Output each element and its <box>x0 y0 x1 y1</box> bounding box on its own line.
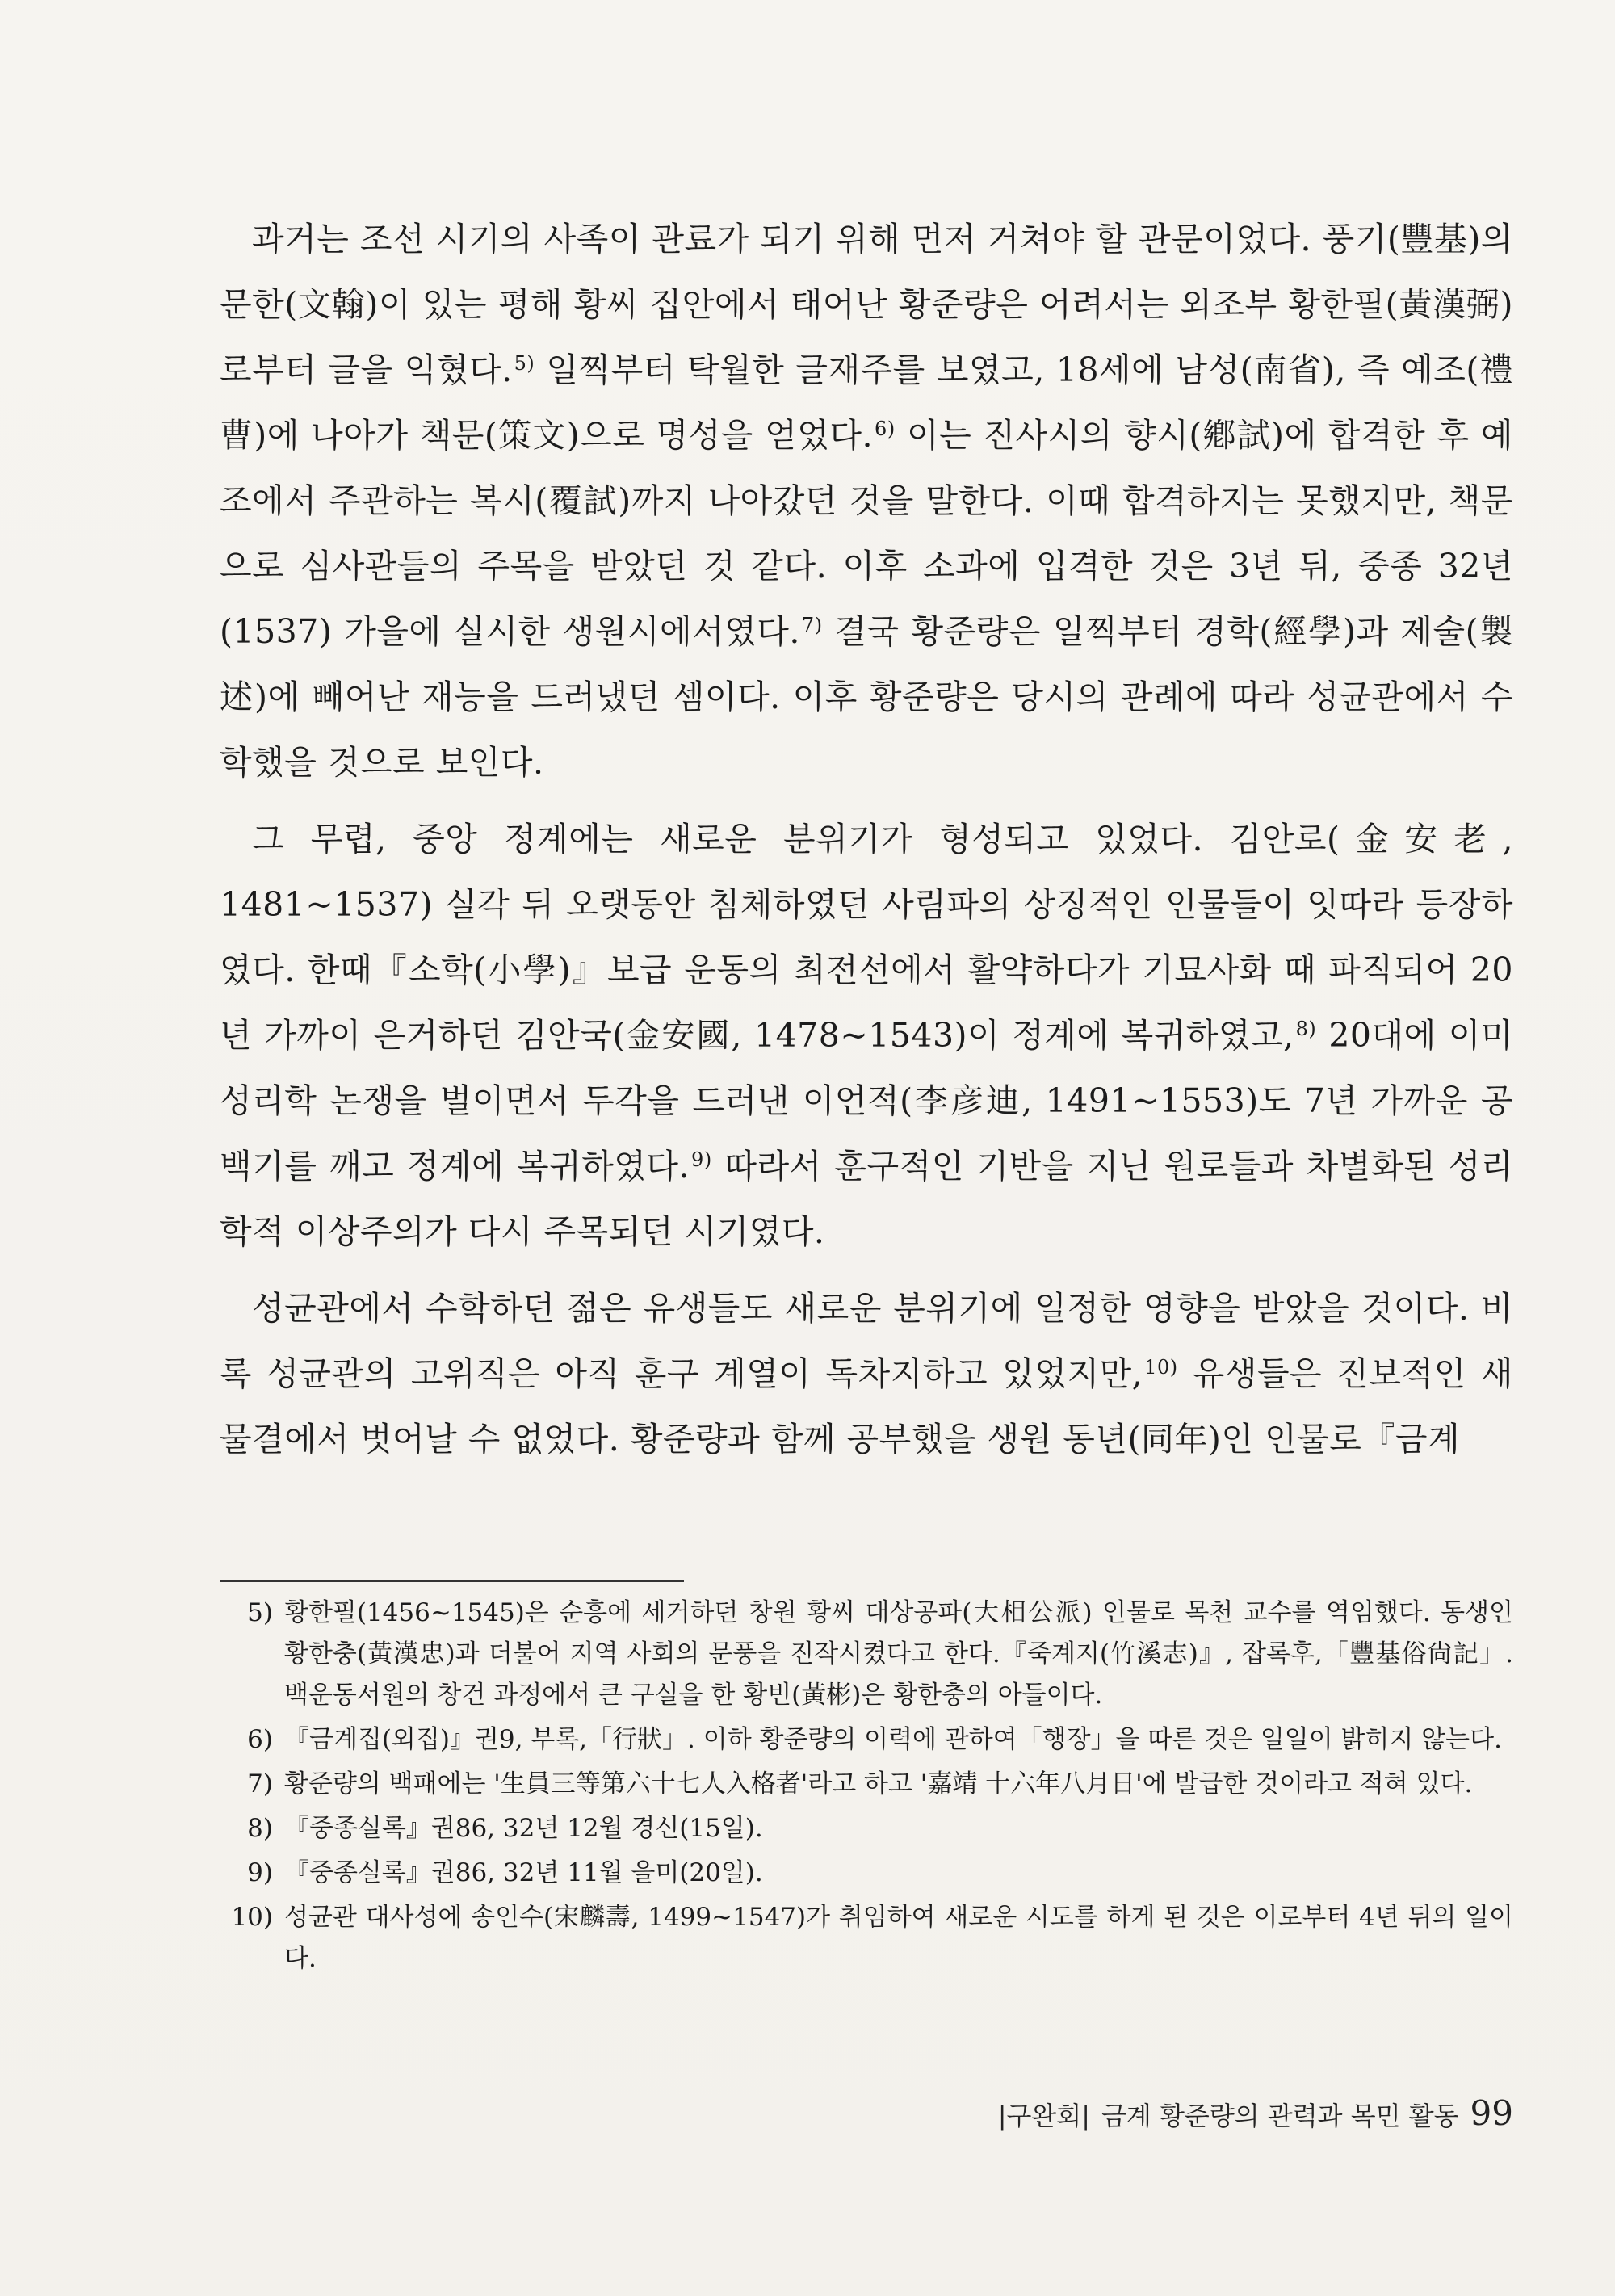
footnote-reference[interactable]: 10) <box>1144 1356 1178 1379</box>
body-text <box>220 207 1513 1484</box>
footnote-text: 황한필(1456~1545)은 순흥에 세거하던 창원 황씨 대상공파(大相公派) 인물로 목천 교수를 역임했다. 동생인 황한충(黃漢忠)과 더불어 지역 사회의 문풍을 진작시켰다고 한다.『죽계지(竹溪志)』, 잡록후,「豐基俗尙記」. 백운동서원의 창건 과정에서 큰 구실을 한 황빈(黃彬)은 황한충의 아들이다. <box>284 1598 1513 1710</box>
footnote-text: 성균관 대사성에 송인수(宋麟壽, 1499~1547)가 취임하여 새로운 시도를 하게 된 것은 이로부터 4년 뒤의 일이다. <box>284 1903 1513 1973</box>
paragraph-text: 일찍부터 탁월한 글재주를 보였고, 18세에 남성(南省), 즉 예조(禮曹)에 나아가 책문(策文)으로 명성을 얻었다. <box>220 350 1513 455</box>
footnote-reference[interactable]: 6) <box>875 418 896 440</box>
footer-title: 금계 황준량의 관력과 목민 활동 <box>1101 2101 1459 2131</box>
footnote-item <box>220 1764 1513 1805</box>
running-footer <box>998 2093 1513 2133</box>
footnote-number: 10) <box>231 1903 273 1932</box>
paragraph-text: 성균관에서 수학하던 젊은 유생들도 새로운 분위기에 일정한 영향을 받았을 것이다. 비록 성균관의 고위직은 아직 훈구 계열이 독차지하고 있었지만, <box>220 1289 1513 1393</box>
paragraph-text: 20대에 이미 성리학 논쟁을 벌이면서 두각을 드러낸 이언적(李彦迪, 1491~1553)도 7년 가까운 공백기를 깨고 정계에 복귀하였다. <box>220 1016 1513 1186</box>
footnote-text: 『중종실록』권86, 32년 12월 경신(15일). <box>284 1814 763 1843</box>
footnote-item <box>220 1719 1513 1761</box>
footnote-text: 황준량의 백패에는 '生員三等第六十七人入格者'라고 하고 '嘉靖 十六年八月日'에 발급한 것이라고 적혀 있다. <box>284 1769 1473 1799</box>
paragraph-text: 결국 황준량은 일찍부터 경학(經學)과 제술(製述)에 빼어난 재능을 드러냈던 셈이다. 이후 황준량은 당시의 관례에 따라 성균관에서 수학했을 것으로 보인다. <box>220 612 1514 782</box>
footnote-text: 『중종실록』권86, 32년 11월 을미(20일). <box>284 1858 763 1887</box>
footnotes <box>220 1593 1513 1983</box>
footnote-reference[interactable]: 9) <box>691 1148 712 1171</box>
footnote-separator <box>220 1580 684 1582</box>
paragraph-text: 따라서 훈구적인 기반을 지닌 원로들과 차별화된 성리학적 이상주의가 다시 주목되던 시기였다. <box>220 1147 1513 1251</box>
footnote-item <box>220 1593 1513 1716</box>
footnote-reference[interactable]: 8) <box>1295 1018 1317 1040</box>
footnote-item <box>220 1808 1513 1849</box>
paragraph-text: 그 무렵, 중앙 정계에는 새로운 분위기가 형성되고 있었다. 김안로(金安老, 1481~1537) 실각 뒤 오랫동안 침체하였던 사림파의 상징적인 인물들이 잇따라 등장하였다. 한때『소학(小學)』보급 운동의 최전선에서 활약하다가 기묘사화 때 파직되어 20년 가까이 은거하던 김안국(金安國, 1478~1543)이 정계에 복귀하였고, <box>220 820 1513 1055</box>
paragraph <box>220 1276 1513 1472</box>
page-number: 99 <box>1470 2093 1513 2133</box>
paragraph-text: 유생들은 진보적인 새 물결에서 벗어날 수 없었다. 황준량과 함께 공부했을 생원 동년(同年)인 인물로『금계 <box>220 1354 1513 1459</box>
paragraph <box>220 807 1513 1265</box>
footnote-item <box>220 1853 1513 1894</box>
paragraph-text: 이는 진사시의 향시(鄕試)에 합격한 후 예조에서 주관하는 복시(覆試)까지 나아갔던 것을 말한다. 이때 합격하지는 못했지만, 책문으로 심사관들의 주목을 받았던 것 같다. 이후 소과에 입격한 것은 3년 뒤, 중종 32년(1537) 가을에 실시한 생원시에서였다. <box>220 416 1513 651</box>
footnote-number: 9) <box>247 1858 273 1887</box>
footnote-number: 8) <box>247 1814 273 1843</box>
footnote-item <box>220 1897 1513 1979</box>
footnote-number: 5) <box>247 1598 273 1627</box>
footnote-text: 『금계집(외집)』권9, 부록,「行狀」. 이하 황준량의 이력에 관하여「행장」을 따른 것은 일일이 밝히지 않는다. <box>284 1725 1502 1754</box>
footer-author: |구완회| <box>997 2101 1090 2131</box>
footnote-number: 7) <box>247 1769 273 1799</box>
paragraph <box>220 207 1513 795</box>
footnote-reference[interactable]: 5) <box>514 352 535 375</box>
footnote-reference[interactable]: 7) <box>801 614 823 636</box>
paragraph-text: 과거는 조선 시기의 사족이 관료가 되기 위해 먼저 거쳐야 할 관문이었다. 풍기(豐基)의 문한(文翰)이 있는 평해 황씨 집안에서 태어난 황준량은 어려서는 외조부 황한필(黃漢弼)로부터 글을 익혔다. <box>220 220 1513 389</box>
footnote-number: 6) <box>247 1725 273 1754</box>
